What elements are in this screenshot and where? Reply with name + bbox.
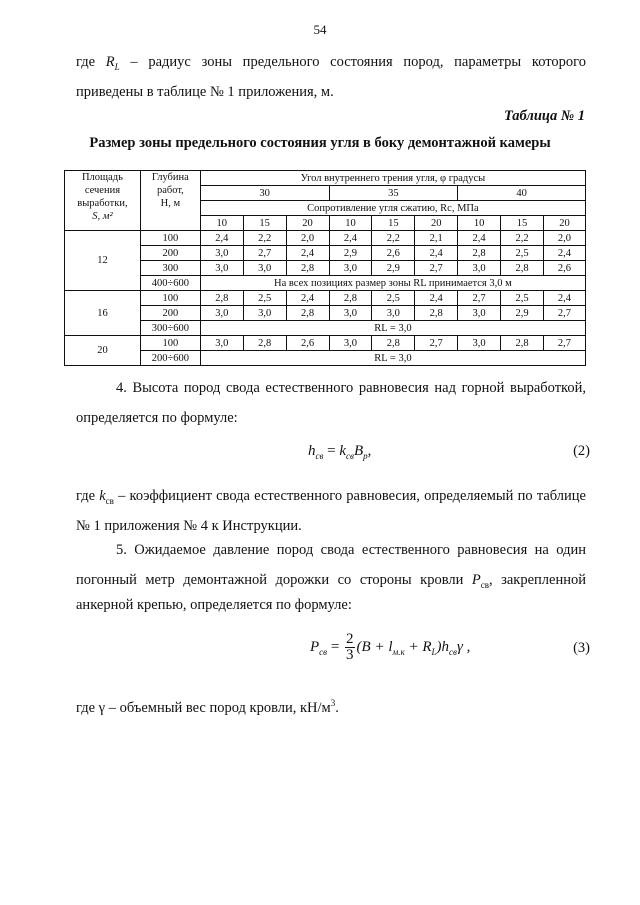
value-cell: 2,8 xyxy=(415,306,458,321)
header-depth xyxy=(140,171,200,231)
f3-body-c: )h xyxy=(436,638,450,655)
value-cell: 2,5 xyxy=(372,291,415,306)
value-cell: 2,8 xyxy=(501,336,544,351)
value-cell: 2,7 xyxy=(415,261,458,276)
value-cell: 3,0 xyxy=(200,336,243,351)
header-area xyxy=(65,171,141,231)
table-row xyxy=(65,261,586,276)
resist-cell: 10 xyxy=(329,216,372,231)
value-cell: 2,4 xyxy=(286,246,329,261)
page-number: 54 xyxy=(313,22,327,37)
resist-cell: 20 xyxy=(543,216,585,231)
value-cell: 3,0 xyxy=(200,261,243,276)
f2-b-sub: р xyxy=(363,451,368,461)
table-row xyxy=(65,246,586,261)
f3-body-b: + R xyxy=(404,638,432,655)
para5-line-1: 5. Ожидаемое давление пород свода естественного равновесия на один xyxy=(116,542,586,558)
angle-30: 30 xyxy=(200,186,329,201)
value-cell: 2,5 xyxy=(501,246,544,261)
depth-cell: 100 xyxy=(140,336,200,351)
var-r: R xyxy=(105,54,115,70)
value-cell: 2,7 xyxy=(243,246,286,261)
resist-cell: 15 xyxy=(501,216,544,231)
value-cell: 2,4 xyxy=(415,246,458,261)
value-cell: 2,8 xyxy=(329,291,372,306)
depth-cell: 300÷600 xyxy=(140,321,200,336)
f3-r-sub: L xyxy=(431,646,437,657)
value-cell: 2,2 xyxy=(243,231,286,246)
header-angle: Угол внутреннего трения угля, φ градусы xyxy=(200,171,585,186)
value-cell: 2,6 xyxy=(372,246,415,261)
gamma-note xyxy=(76,688,586,723)
header-depth-l1: Глубина xyxy=(151,172,189,183)
value-cell: 2,2 xyxy=(501,231,544,246)
f2-b: B xyxy=(353,443,364,459)
header-depth-l3: H, м xyxy=(160,198,181,209)
table-title: Размер зоны предельного состояния угля в боку демонтажной камеры xyxy=(89,135,551,151)
value-cell: 2,4 xyxy=(329,231,372,246)
depth-cell: 200÷600 xyxy=(140,351,200,366)
value-cell: 2,8 xyxy=(286,261,329,276)
f3-lhs-sub: св xyxy=(319,646,328,657)
value-cell: 3,0 xyxy=(243,306,286,321)
equation-number-2: (2) xyxy=(573,443,590,459)
value-cell: 2,7 xyxy=(415,336,458,351)
table-row xyxy=(65,291,586,306)
header-area-l1: Площадь xyxy=(81,172,123,183)
value-cell: 3,0 xyxy=(372,306,415,321)
f3-lhs: P xyxy=(310,638,320,655)
value-cell: 2,9 xyxy=(329,246,372,261)
resist-cell: 20 xyxy=(286,216,329,231)
area-16: 16 xyxy=(65,291,141,336)
var-k: k xyxy=(99,488,106,504)
value-cell: 3,0 xyxy=(200,246,243,261)
value-cell: 2,5 xyxy=(501,291,544,306)
value-cell: 2,2 xyxy=(372,231,415,246)
equation-number-3: (3) xyxy=(573,640,590,656)
note-cell: RL = 3,0 xyxy=(200,351,585,366)
gamma-text: где γ – объемный вес пород кровли, кН/м xyxy=(76,699,331,716)
para4-line-2: определяется по формуле: xyxy=(76,410,238,426)
f2-tail: , xyxy=(367,443,372,459)
header-area-l4: S, м² xyxy=(92,211,113,222)
data-table xyxy=(64,170,586,366)
header-area-l2: сечения xyxy=(84,185,121,196)
value-cell: 3,0 xyxy=(329,306,372,321)
gamma-sup: 3 xyxy=(330,698,336,708)
formula-3 xyxy=(310,632,470,663)
value-cell: 2,9 xyxy=(372,261,415,276)
para4-where-line-2: № 1 приложения № 4 к Инструкции. xyxy=(76,518,302,534)
table-row xyxy=(65,276,586,291)
value-cell: 2,7 xyxy=(458,291,501,306)
header-resist: Сопротивление угля сжатию, Rc, МПа xyxy=(200,201,585,216)
value-cell: 2,9 xyxy=(501,306,544,321)
depth-cell: 300 xyxy=(140,261,200,276)
value-cell: 2,6 xyxy=(286,336,329,351)
f2-lhs: h xyxy=(308,443,316,459)
para5-b: , закрепленной xyxy=(489,572,586,588)
depth-cell: 100 xyxy=(140,231,200,246)
value-cell: 3,0 xyxy=(458,336,501,351)
table-row xyxy=(65,321,586,336)
value-cell: 2,8 xyxy=(286,306,329,321)
table-row xyxy=(65,336,586,351)
resist-cell: 20 xyxy=(415,216,458,231)
value-cell: 3,0 xyxy=(243,261,286,276)
para5-a: погонный метр демонтажной дорожки со стороны кровли xyxy=(76,572,472,588)
angle-40: 40 xyxy=(458,186,586,201)
f2-lhs-sub: св xyxy=(315,451,324,461)
value-cell: 3,0 xyxy=(329,336,372,351)
where-rest: – коэффициент свода естественного равновесия, определяемый по таблице xyxy=(113,488,586,504)
f2-eq: = xyxy=(323,443,340,459)
table-row xyxy=(65,351,586,366)
value-cell: 3,0 xyxy=(200,306,243,321)
value-cell: 2,4 xyxy=(200,231,243,246)
f3-h-sub: св xyxy=(449,646,457,657)
area-20: 20 xyxy=(65,336,141,366)
intro-rest: – радиус зоны предельного состояния пород, параметры которого xyxy=(119,54,586,70)
value-cell: 3,0 xyxy=(458,261,501,276)
value-cell: 2,8 xyxy=(372,336,415,351)
resist-cell: 15 xyxy=(372,216,415,231)
table-row xyxy=(65,231,586,246)
note-cell: На всех позициях размер зоны RL принимается 3,0 м xyxy=(200,276,585,291)
var-k-sub: св xyxy=(105,495,114,506)
value-cell: 2,7 xyxy=(543,306,585,321)
resist-cell: 10 xyxy=(458,216,501,231)
table-row xyxy=(65,306,586,321)
resist-cell: 15 xyxy=(243,216,286,231)
f3-den: 3 xyxy=(346,647,354,663)
value-cell: 2,8 xyxy=(501,261,544,276)
f3-body-d: γ , xyxy=(456,638,471,655)
value-cell: 2,8 xyxy=(200,291,243,306)
depth-cell: 200 xyxy=(140,246,200,261)
f3-l-sub: м.к xyxy=(392,646,405,657)
value-cell: 2,1 xyxy=(415,231,458,246)
para5-line-3: анкерной крепью, определяется по формуле: xyxy=(76,597,352,613)
value-cell: 2,0 xyxy=(543,231,585,246)
f3-body-a: (B + l xyxy=(356,638,393,655)
area-12: 12 xyxy=(65,231,141,291)
value-cell: 2,8 xyxy=(243,336,286,351)
value-cell: 2,4 xyxy=(415,291,458,306)
f2-k: k xyxy=(339,443,347,459)
value-cell: 2,4 xyxy=(543,291,585,306)
value-cell: 2,4 xyxy=(286,291,329,306)
table-caption: Таблица № 1 xyxy=(503,108,585,124)
value-cell: 3,0 xyxy=(458,306,501,321)
gamma-tail: . xyxy=(335,699,339,716)
resist-cell: 10 xyxy=(200,216,243,231)
f3-eq: = xyxy=(327,638,344,655)
value-cell: 2,0 xyxy=(286,231,329,246)
intro-prefix: где xyxy=(76,54,106,70)
depth-cell: 200 xyxy=(140,306,200,321)
f3-fraction xyxy=(345,632,355,663)
where-prefix: где xyxy=(76,488,100,504)
value-cell: 2,6 xyxy=(543,261,585,276)
value-cell: 2,4 xyxy=(543,246,585,261)
header-depth-l2: работ, xyxy=(156,185,184,196)
var-p: P xyxy=(471,572,481,588)
value-cell: 2,7 xyxy=(543,336,585,351)
formula-2 xyxy=(308,443,371,461)
f3-num: 2 xyxy=(346,631,354,647)
value-cell: 3,0 xyxy=(329,261,372,276)
value-cell: 2,4 xyxy=(458,231,501,246)
f2-k-sub: св xyxy=(346,451,354,461)
value-cell: 2,8 xyxy=(458,246,501,261)
angle-35: 35 xyxy=(329,186,458,201)
header-area-l3: выработки, xyxy=(77,198,128,209)
var-p-sub: св xyxy=(480,579,489,590)
note-cell: RL = 3,0 xyxy=(200,321,585,336)
depth-cell: 100 xyxy=(140,291,200,306)
value-cell: 2,5 xyxy=(243,291,286,306)
var-r-sub: L xyxy=(114,61,120,72)
para4-line-1: 4. Высота пород свода естественного равновесия над горной выработкой, xyxy=(116,380,586,396)
depth-cell: 400÷600 xyxy=(140,276,200,291)
intro-line-2: приведены в таблице № 1 приложения, м. xyxy=(76,84,334,100)
